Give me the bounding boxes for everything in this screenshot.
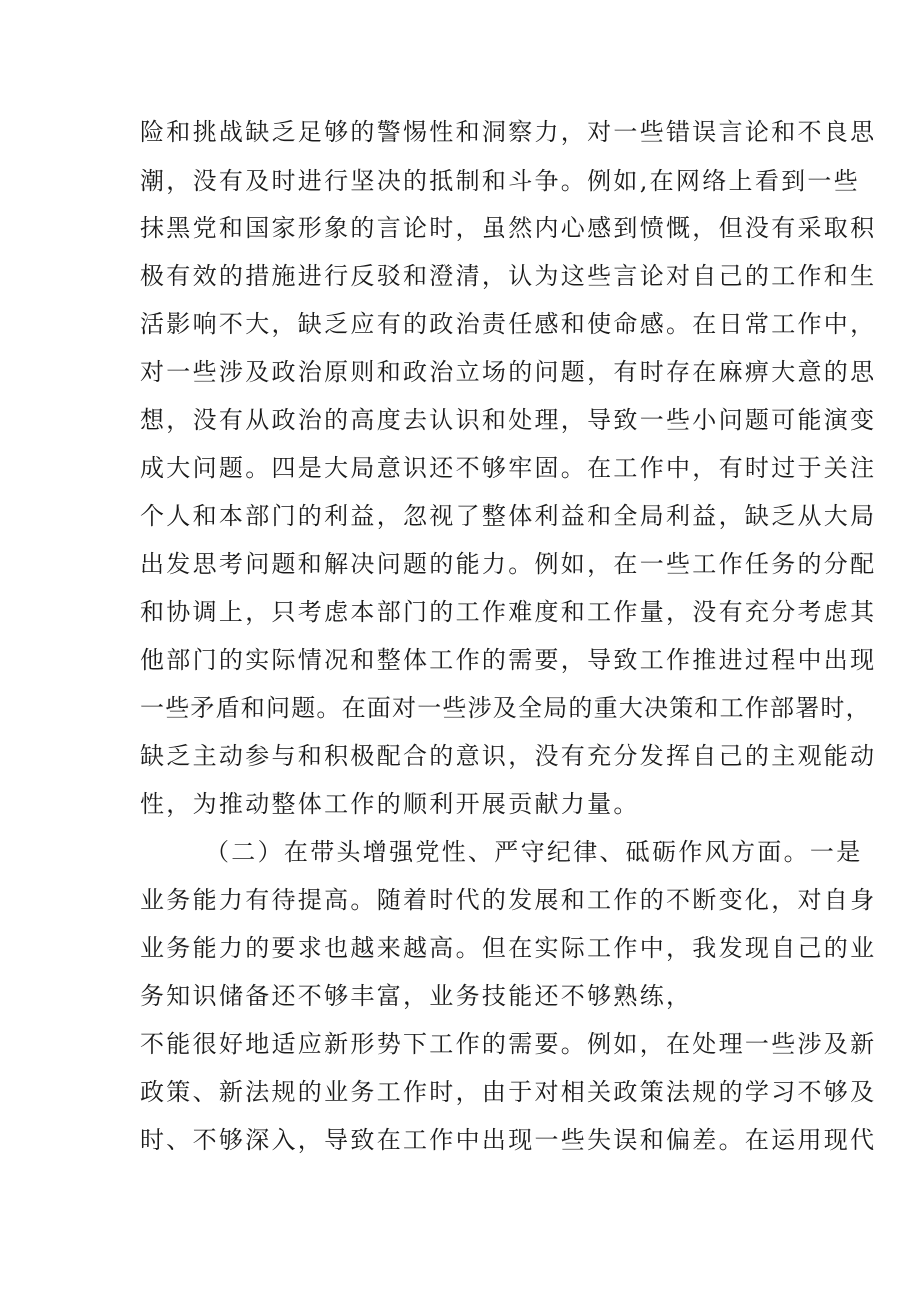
text-line: 潮，没有及时进行坚决的抵制和斗争。例如,在网络上看到一些: [140, 167, 861, 195]
text-line: 想，没有从政治的高度去认识和处理，导致一些小问题可能演变: [140, 406, 877, 434]
text-line: 性，为推动整体工作的顺利开展贡献力量。: [140, 790, 640, 818]
text-line: 个人和本部门的利益，忽视了整体利益和全局利益，缺乏从大局: [140, 502, 877, 530]
text-line: 险和挑战缺乏足够的警惕性和洞察力，对一些错误言论和不良思: [140, 118, 877, 146]
text-line: 对一些涉及政治原则和政治立场的问题，有时存在麻痹大意的思: [140, 358, 877, 386]
text-line: 不能很好地适应新形势下工作的需要。例如，在处理一些涉及新: [140, 1030, 877, 1058]
text-line: 政策、新法规的业务工作时，由于对相关政策法规的学习不够及: [140, 1078, 877, 1106]
text-line: 务知识储备还不够丰富，业务技能还不够熟练，: [140, 982, 693, 1010]
text-line: 业务能力的要求也越来越高。但在实际工作中，我发现自己的业: [140, 934, 877, 962]
text-line: 缺乏主动参与和积极配合的意识，没有充分发挥自己的主观能动: [140, 742, 877, 770]
text-line: 和协调上，只考虑本部门的工作难度和工作量，没有充分考虑其: [140, 598, 877, 626]
text-line: 极有效的措施进行反驳和澄清，认为这些言论对自己的工作和生: [140, 262, 877, 290]
text-line: 出发思考问题和解决问题的能力。例如，在一些工作任务的分配: [140, 550, 877, 578]
text-line: 成大问题。四是大局意识还不够牢固。在工作中，有时过于关注: [140, 454, 877, 482]
text-line: 一些矛盾和问题。在面对一些涉及全局的重大决策和工作部署时，: [140, 694, 871, 722]
text-line: 业务能力有待提高。随着时代的发展和工作的不断变化，对自身: [140, 886, 877, 914]
text-line: 活影响不大，缺乏应有的政治责任感和使命感。在日常工作中，: [140, 310, 877, 338]
text-line: 时、不够深入，导致在工作中出现一些失误和偏差。在运用现代: [140, 1126, 877, 1154]
text-line: 抹黑党和国家形象的言论时，虽然内心感到愤慨，但没有采取积: [140, 214, 877, 242]
section-heading-line: （二）在带头增强党性、严守纪律、砥砺作风方面。一是: [205, 838, 863, 866]
text-line: 他部门的实际情况和整体工作的需要，导致工作推进过程中出现: [140, 646, 877, 674]
